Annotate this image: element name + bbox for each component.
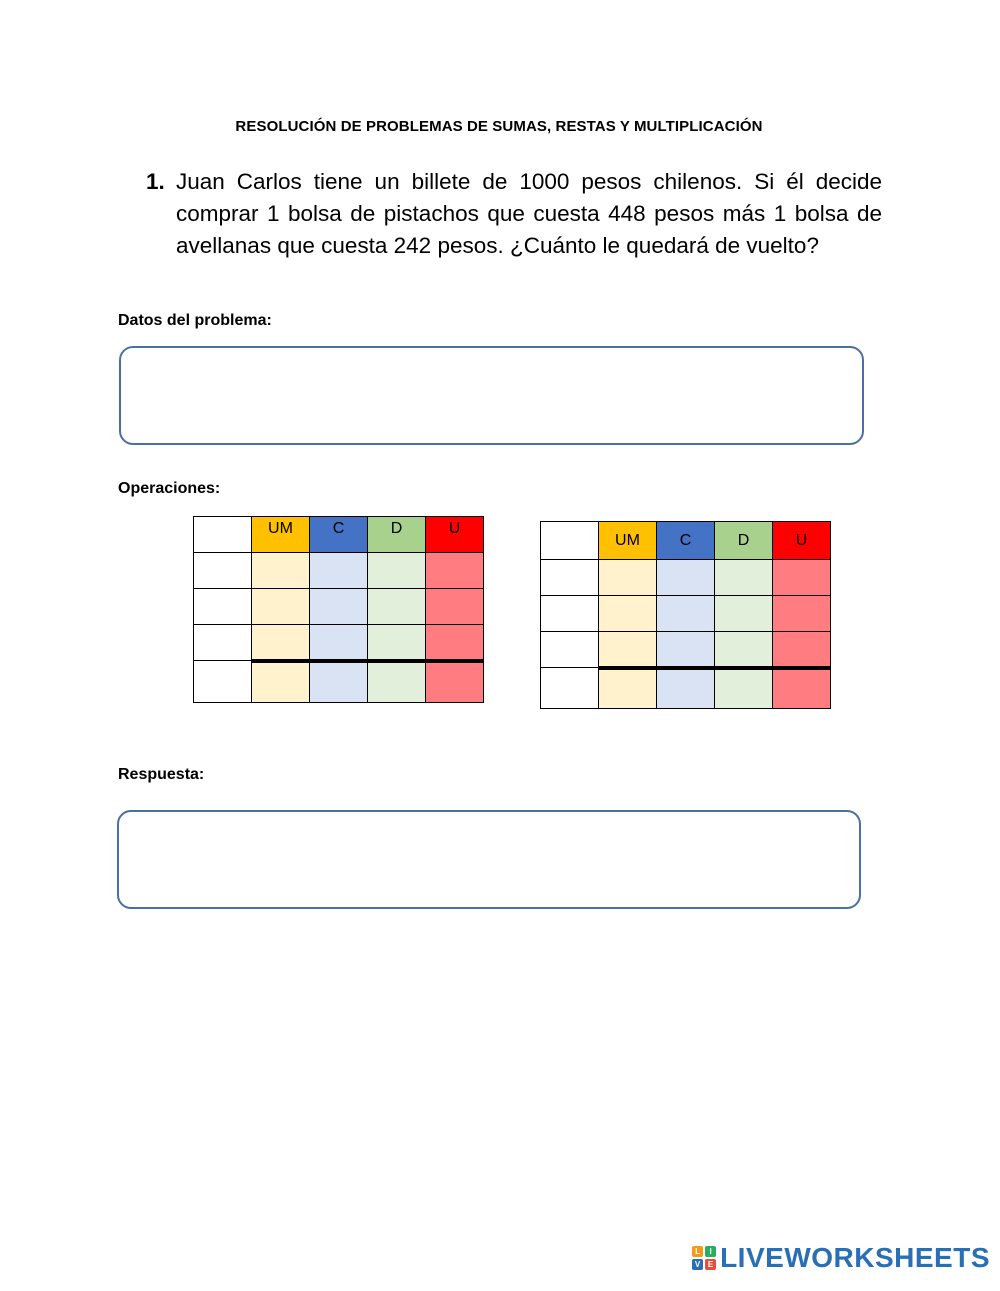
cell-c[interactable] <box>310 553 368 589</box>
datos-input-box[interactable] <box>119 346 864 445</box>
header-c: C <box>310 517 368 553</box>
header-c: C <box>657 522 715 560</box>
result-cell-c[interactable] <box>657 668 715 709</box>
header-u: U <box>773 522 831 560</box>
problem-text: Juan Carlos tiene un billete de 1000 pesos chilenos. Si él decide comprar 1 bolsa de pistachos que cuesta 448 pesos más 1 bolsa de avellanas que cuesta 242 pesos. ¿Cuánto le quedará de vuelto? <box>176 169 882 258</box>
result-cell-u[interactable] <box>426 661 484 703</box>
header-d: D <box>368 517 426 553</box>
cell-um[interactable] <box>252 553 310 589</box>
header-um: UM <box>599 522 657 560</box>
problem-number: 1. <box>146 169 165 194</box>
row-label-cell[interactable] <box>194 517 252 553</box>
worksheet-title: RESOLUCIÓN DE PROBLEMAS DE SUMAS, RESTAS Y MULTIPLICACIÓN <box>235 118 763 135</box>
row-label-cell[interactable] <box>194 661 252 703</box>
cell-c[interactable] <box>657 560 715 596</box>
table-row <box>194 589 484 625</box>
respuesta-label: Respuesta: <box>118 766 205 783</box>
cell-d[interactable] <box>368 553 426 589</box>
cell-c[interactable] <box>657 596 715 632</box>
cell-d[interactable] <box>715 560 773 596</box>
table-row <box>541 632 831 668</box>
result-cell-d[interactable] <box>715 668 773 709</box>
row-label-cell[interactable] <box>194 625 252 661</box>
row-label-cell[interactable] <box>541 632 599 668</box>
header-u: U <box>426 517 484 553</box>
cell-um[interactable] <box>252 625 310 661</box>
liveworksheets-logo <box>692 1241 990 1275</box>
table-header-row <box>541 522 831 560</box>
table-result-row <box>541 668 831 709</box>
cell-um[interactable] <box>599 632 657 668</box>
table-row <box>194 553 484 589</box>
cell-c[interactable] <box>310 625 368 661</box>
result-cell-d[interactable] <box>368 661 426 703</box>
cell-u[interactable] <box>426 553 484 589</box>
result-cell-um[interactable] <box>599 668 657 709</box>
cell-d[interactable] <box>715 596 773 632</box>
cell-u[interactable] <box>773 596 831 632</box>
logo-mark-letter: I <box>705 1246 716 1257</box>
row-label-cell[interactable] <box>541 560 599 596</box>
row-label-cell[interactable] <box>541 522 599 560</box>
table-row <box>541 560 831 596</box>
operaciones-label: Operaciones: <box>118 480 221 497</box>
row-label-cell[interactable] <box>541 668 599 709</box>
logo-mark-letter: E <box>705 1259 716 1270</box>
cell-d[interactable] <box>368 625 426 661</box>
cell-c[interactable] <box>310 589 368 625</box>
cell-u[interactable] <box>773 632 831 668</box>
table-result-row <box>194 661 484 703</box>
cell-d[interactable] <box>368 589 426 625</box>
result-cell-c[interactable] <box>310 661 368 703</box>
liveworksheets-mark-icon <box>692 1246 716 1270</box>
cell-u[interactable] <box>773 560 831 596</box>
datos-label: Datos del problema: <box>118 312 272 329</box>
result-cell-u[interactable] <box>773 668 831 709</box>
header-d: D <box>715 522 773 560</box>
cell-um[interactable] <box>599 596 657 632</box>
row-label-cell[interactable] <box>194 589 252 625</box>
result-cell-um[interactable] <box>252 661 310 703</box>
cell-c[interactable] <box>657 632 715 668</box>
problem-statement <box>146 166 882 262</box>
cell-um[interactable] <box>252 589 310 625</box>
logo-mark-letter: V <box>692 1259 703 1270</box>
place-value-table-left <box>193 516 484 703</box>
row-label-cell[interactable] <box>541 596 599 632</box>
cell-d[interactable] <box>715 632 773 668</box>
cell-u[interactable] <box>426 589 484 625</box>
table-row <box>541 596 831 632</box>
table-header-row <box>194 517 484 553</box>
logo-mark-letter: L <box>692 1246 703 1257</box>
respuesta-input-box[interactable] <box>117 810 861 909</box>
header-um: UM <box>252 517 310 553</box>
place-value-table-right <box>540 521 831 709</box>
cell-u[interactable] <box>426 625 484 661</box>
liveworksheets-wordmark: LIVEWORKSHEETS <box>720 1242 990 1273</box>
table-row <box>194 625 484 661</box>
cell-um[interactable] <box>599 560 657 596</box>
row-label-cell[interactable] <box>194 553 252 589</box>
